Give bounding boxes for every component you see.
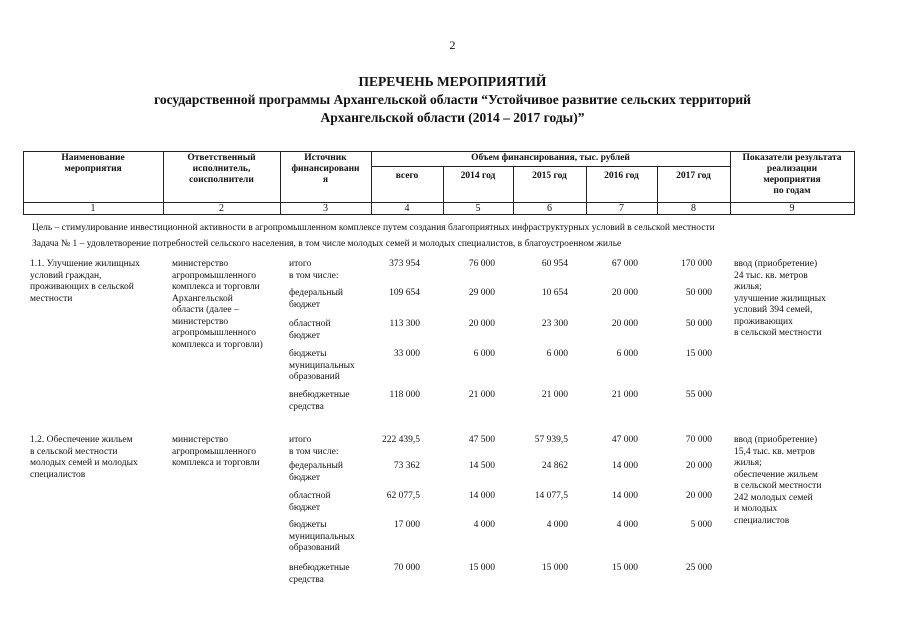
row-1-2-2016-value: 15 000	[611, 563, 638, 573]
header-2017: 2017 год	[676, 171, 711, 181]
row-1-2-source-label: федеральный бюджет	[289, 461, 343, 483]
column-number: 7	[619, 203, 624, 214]
row-1-1-total-value: 113 300	[389, 319, 420, 329]
row-1-2-2016-value: 14 000	[611, 461, 638, 471]
header-2015: 2015 год	[532, 171, 567, 181]
row-1-1-source-label: внебюджетные средства	[289, 390, 350, 412]
row-1-1-2017-value: 50 000	[685, 319, 712, 329]
row-1-1-result: ввод (приобретение) 24 тыс. кв. метров жилья; улучшение жилищных условий 394 семей, проживающих в сельской местности	[734, 259, 826, 338]
row-1-2-source-label: областной бюджет	[289, 491, 331, 513]
header-name: Наименование мероприятия	[61, 153, 125, 174]
row-1-1-2015-value: 60 954	[541, 259, 568, 269]
page-number: 2	[449, 38, 456, 52]
column-number: 4	[404, 203, 410, 214]
task-text: Задача № 1 – удовлетворение потребностей сельского населения, в том числе молодых семей и молодых специалистов, в благоустроенном жилье	[32, 239, 622, 249]
header-source: Источник финансировани я	[291, 153, 360, 185]
row-1-1-2015-value: 6 000	[546, 349, 568, 359]
row-1-2-2017-value: 5 000	[690, 520, 712, 530]
row-1-1-2014-value: 76 000	[468, 259, 495, 269]
row-1-2-2014-value: 47 500	[468, 435, 495, 445]
row-1-1-total-value: 109 654	[389, 288, 420, 298]
row-1-2-2014-value: 15 000	[468, 563, 495, 573]
row-1-2-responsible: министерство агропромышленного комплекса и торговли	[172, 435, 260, 468]
row-1-2-2014-value: 14 000	[468, 491, 495, 501]
row-1-2-total-value: 70 000	[393, 563, 420, 573]
row-1-1-2014-value: 21 000	[468, 390, 495, 400]
row-1-2-name: 1.2. Обеспечение жильем в сельской местности молодых семей и молодых специалистов	[30, 435, 138, 480]
row-1-2-total-value: 222 439,5	[382, 435, 420, 445]
row-1-2-2016-value: 14 000	[611, 491, 638, 501]
row-1-1-source-label: областной бюджет	[289, 319, 331, 341]
funding-subheader-rule	[371, 166, 730, 167]
row-1-2-2017-value: 20 000	[685, 461, 712, 471]
row-1-2-total-value: 17 000	[393, 520, 420, 530]
document-subtitle-line-2: Архангельской области (2014 – 2017 годы)”	[320, 110, 585, 125]
row-1-2-2015-value: 24 862	[541, 461, 568, 471]
row-1-1-2016-value: 6 000	[616, 349, 638, 359]
row-1-1-total-value: 33 000	[393, 349, 420, 359]
column-number: 2	[219, 203, 224, 214]
row-1-1-2016-value: 21 000	[611, 390, 638, 400]
row-1-2-2016-value: 4 000	[616, 520, 638, 530]
column-number: 8	[691, 203, 696, 214]
row-1-1-source-label: итого в том числе:	[289, 259, 339, 281]
row-1-2-total-value: 62 077,5	[386, 491, 420, 501]
row-1-1-source-label: бюджеты муниципальных образований	[289, 349, 355, 382]
row-1-2-total-value: 73 362	[393, 461, 420, 471]
row-1-1-2017-value: 170 000	[681, 259, 712, 269]
row-1-1-2016-value: 20 000	[611, 319, 638, 329]
row-1-1-2017-value: 55 000	[685, 390, 712, 400]
row-1-2-2015-value: 4 000	[546, 520, 568, 530]
goal-text: Цель – стимулирование инвестиционной активности в агропромышленном комплексе путем создания благоприятных инфраструктурных условий в сельской местности	[32, 223, 715, 233]
column-number: 5	[475, 203, 481, 214]
row-1-1-2015-value: 10 654	[541, 288, 568, 298]
row-1-2-2014-value: 4 000	[473, 520, 495, 530]
table-header	[23, 151, 855, 215]
column-number: 3	[323, 203, 328, 214]
row-1-2-2015-value: 57 939,5	[534, 435, 568, 445]
table-right-border	[854, 151, 855, 215]
header-2016: 2016 год	[604, 171, 639, 181]
row-1-1-source-label: федеральный бюджет	[289, 288, 343, 310]
header-2014: 2014 год	[460, 171, 496, 181]
row-1-2-2014-value: 14 500	[468, 461, 495, 471]
row-1-1-2017-value: 50 000	[685, 288, 712, 298]
header-total: всего	[395, 171, 419, 181]
row-1-2-2015-value: 15 000	[541, 563, 568, 573]
row-1-1-total-value: 373 954	[389, 259, 420, 269]
column-number: 1	[90, 203, 96, 214]
row-1-1-2014-value: 20 000	[468, 319, 495, 329]
row-1-2-2017-value: 25 000	[685, 563, 712, 573]
column-number: 9	[789, 203, 795, 214]
row-1-2-2015-value: 14 077,5	[534, 491, 568, 501]
row-1-1-2015-value: 21 000	[541, 390, 568, 400]
document-subtitle-line-1: государственной программы Архангельской области “Устойчивое развитие сельских территорий	[154, 92, 751, 107]
row-1-1-2016-value: 20 000	[611, 288, 638, 298]
row-1-1-2015-value: 23 300	[541, 319, 568, 329]
header-funding: Объем финансирования, тыс. рублей	[471, 153, 630, 163]
row-1-2-result: ввод (приобретение) 15,4 тыс. кв. метров жилья; обеспечение жильем в сельской местности 242 молодых семей и молодых специалистов	[734, 435, 822, 526]
row-1-1-responsible: министерство агропромышленного комплекса и торговли Архангельской области (далее – министерство агропромышленного комплекса и торговли)	[172, 259, 263, 350]
row-1-2-source-label: внебюджетные средства	[289, 563, 350, 585]
row-1-2-2016-value: 47 000	[611, 435, 638, 445]
row-1-2-source-label: бюджеты муниципальных образований	[289, 520, 355, 553]
row-1-1-2016-value: 67 000	[611, 259, 638, 269]
row-1-1-2014-value: 6 000	[473, 349, 495, 359]
row-1-2-2017-value: 70 000	[685, 435, 712, 445]
row-1-2-2017-value: 20 000	[685, 491, 712, 501]
row-1-1-total-value: 118 000	[389, 390, 420, 400]
row-1-1-name: 1.1. Улучшение жилищных условий граждан, проживающих в сельской местности	[30, 259, 140, 304]
document-title: ПЕРЕЧЕНЬ МЕРОПРИЯТИЙ	[358, 74, 547, 89]
row-1-1-2017-value: 15 000	[685, 349, 712, 359]
header-responsible: Ответственный исполнитель, соисполнители	[187, 153, 256, 185]
header-result: Показатели результата реализации мероприятия по годам	[742, 153, 842, 196]
row-1-2-source-label: итого в том числе:	[289, 435, 339, 457]
column-number: 6	[547, 203, 552, 214]
row-1-1-2014-value: 29 000	[468, 288, 495, 298]
